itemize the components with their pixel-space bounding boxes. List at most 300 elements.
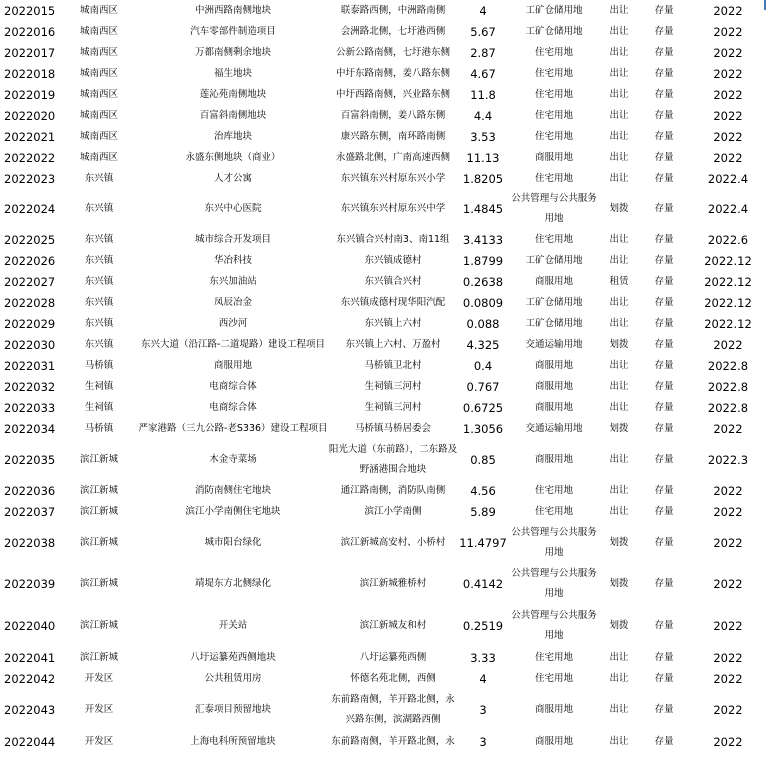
table-row [0,21,766,42]
cell-status: 存量 [654,338,674,350]
cell-land-use: 商服用地 [534,359,573,371]
cell-year: 2022.4 [707,171,749,186]
cell-name: 城市综合开发项目 [194,233,271,245]
table-row [0,522,766,563]
cell-id: 2022033 [4,400,56,415]
cell-size: 4 [479,671,487,686]
cell-area: 东兴镇 [84,338,114,350]
cell-name: 公共租赁用房 [204,672,262,684]
cell-year: 2022 [713,150,743,165]
cell-status: 存量 [654,151,674,163]
cell-status: 存量 [654,505,674,517]
cell-area: 东兴镇 [84,317,114,329]
cell-land-use: 住宅用地 [534,172,573,184]
table-row [0,147,766,168]
table-row [0,376,766,397]
cell-area: 东兴镇 [84,296,114,308]
cell-location: 东兴镇东兴村原东兴中学 [340,203,446,214]
cell-supply-mode: 出让 [609,67,629,79]
cell-name: 西沙河 [218,317,248,329]
cell-size: 5.89 [470,504,496,519]
cell-location: 通江路南侧，消防队南侧 [340,484,446,496]
cell-name: 莲沁苑南侧地块 [199,88,267,100]
cell-name: 木金寺菜场 [209,453,257,465]
cell-land-use: 住宅用地 [534,672,573,684]
cell-supply-mode: 划拨 [609,203,629,214]
cell-location [328,439,458,480]
cell-id: 2022043 [4,703,56,717]
cell-area: 城南西区 [79,67,118,79]
table-row [0,563,766,605]
cell-area: 东兴镇 [84,254,114,266]
cell-land-use: 住宅用地 [534,651,573,663]
cell-land-use [508,605,600,647]
cell-location [328,731,458,753]
cell-land-use: 商服用地 [534,453,573,465]
cell-id: 2022036 [4,483,56,498]
cell-area: 东兴镇 [84,233,114,245]
cell-id: 2022028 [4,295,56,310]
cell-land-use: 住宅用地 [534,88,573,100]
cell-status: 存量 [654,203,674,214]
cell-land-use [508,563,600,605]
cell-location: 公新公路南侧，七圩港东侧 [335,46,450,58]
cell-size: 5.67 [470,24,496,39]
cell-name: 中洲西路南侧地块 [194,4,271,16]
cell-year: 2022.12 [704,295,752,310]
cell-year: 2022.3 [707,452,749,467]
cell-size: 0.2638 [462,274,504,289]
cell-size: 4.56 [470,483,496,498]
cell-name: 东兴中心医院 [204,203,262,214]
table-row [0,668,766,689]
cell-area: 开发区 [84,704,114,715]
cell-status: 存量 [654,736,674,747]
table-row [0,397,766,418]
cell-id: 2022027 [4,274,56,289]
cell-location: 中圩西路南侧，兴业路东侧 [335,88,450,100]
cell-location: 滨江新城友和村 [359,620,427,631]
cell-name: 凤辰冶金 [213,296,252,308]
cell-area: 城南西区 [79,130,118,142]
cell-location: 生祠镇三河村 [364,401,422,413]
cell-id: 2022034 [4,421,56,436]
cell-land-use: 工矿仓储用地 [525,254,583,266]
cell-land-use: 商服用地 [534,704,573,715]
cell-area: 城南西区 [79,151,118,163]
cell-location: 滨江新城雅桥村 [359,578,427,589]
cell-size: 11.4797 [459,535,507,550]
cell-area: 城南西区 [79,46,118,58]
cell-area: 东兴镇 [84,172,114,184]
cell-status: 存量 [654,453,674,465]
cell-location: 生祠镇三河村 [364,380,422,392]
cell-location: 东兴镇上六村 [364,317,422,329]
cell-size: 3.4133 [462,232,504,247]
cell-status: 存量 [654,578,674,589]
cell-land-use-text: 公共管理与公共服务用地 [511,526,597,558]
cell-name: 城市阳台绿化 [204,536,262,548]
table-row [0,84,766,105]
cell-land-use: 住宅用地 [534,505,573,517]
cell-supply-mode: 出让 [609,254,629,266]
cell-area: 滨江新城 [79,453,118,465]
cell-name: 严家港路（三九公路-老S336）建设工程项目 [138,422,328,434]
cell-supply-mode: 出让 [609,651,629,663]
cell-supply-mode: 划拨 [609,578,629,589]
cell-size: 3 [479,735,487,749]
cell-year: 2022.12 [704,253,752,268]
cell-land-use: 住宅用地 [534,484,573,496]
cell-supply-mode: 出让 [609,172,629,184]
cell-status: 存量 [654,254,674,266]
cell-land-use: 住宅用地 [534,46,573,58]
table-row [0,605,766,647]
cell-area: 生祠镇 [84,401,114,413]
cell-location: 联泰路西侧，中洲路南侧 [340,4,446,16]
table-row [0,229,766,250]
cell-status: 存量 [654,130,674,142]
cell-land-use: 交通运输用地 [525,422,583,434]
cell-area: 东兴镇 [84,203,114,214]
cell-land-use: 住宅用地 [534,130,573,142]
cell-name: 汽车零部件制造项目 [190,25,276,37]
cell-land-use [508,522,600,563]
cell-id: 2022035 [4,452,56,467]
cell-area: 滨江新城 [79,484,118,496]
cell-size: 1.8799 [462,253,504,268]
cell-area: 城南西区 [79,25,118,37]
table-row [0,689,766,731]
cell-size: 0.85 [470,452,496,467]
cell-location-text: 东前路南侧，羊开路北侧，永兴路东侧，滨湖路西侧 [331,694,455,725]
cell-area: 滨江新城 [79,505,118,517]
cell-id: 2022029 [4,316,56,331]
cell-area: 东兴镇 [84,275,114,287]
cell-supply-mode: 出让 [609,704,629,715]
cell-year: 2022.8 [707,379,749,394]
cell-id: 2022030 [4,337,56,352]
cell-location: 八圩运纂苑西侧 [359,651,427,663]
table-row [0,189,766,229]
cell-size: 4 [479,3,487,18]
cell-size: 11.13 [466,150,500,165]
cell-name: 百富斜南侧地块 [199,109,267,121]
cell-status: 存量 [654,233,674,245]
cell-location: 东兴镇成德村现华阳汽配 [340,296,446,308]
cell-size: 3.33 [470,650,496,665]
table-row [0,168,766,189]
cell-supply-mode: 出让 [609,233,629,245]
cell-size: 0.2519 [462,619,504,633]
cell-year: 2022 [713,619,743,633]
table-row [0,355,766,376]
cell-id: 2022019 [4,87,56,102]
cell-supply-mode: 出让 [609,484,629,496]
cell-id: 2022031 [4,358,56,373]
cell-status: 存量 [654,317,674,329]
cell-land-use: 工矿仓储用地 [525,25,583,37]
table-row [0,292,766,313]
table-row [0,439,766,480]
cell-id: 2022038 [4,535,56,550]
cell-status: 存量 [654,46,674,58]
cell-size: 11.8 [470,87,496,102]
cell-id: 2022026 [4,253,56,268]
cell-land-use: 工矿仓储用地 [525,317,583,329]
cell-name: 电商综合体 [209,401,257,413]
cell-size: 4.4 [473,108,493,123]
cell-year: 2022.12 [704,274,752,289]
cell-supply-mode: 出让 [609,296,629,308]
cell-location [328,689,458,731]
cell-id: 2022025 [4,232,56,247]
cell-location-text: 东前路南侧，羊开路北侧，永 [331,736,455,747]
cell-area: 生祠镇 [84,380,114,392]
cell-size: 1.4845 [462,202,504,216]
cell-year: 2022 [713,421,743,436]
cell-id: 2022044 [4,735,56,749]
cell-id: 2022020 [4,108,56,123]
cell-year: 2022 [713,703,743,717]
cell-name: 福生地块 [213,67,252,79]
cell-size: 4.325 [466,337,500,352]
cell-year: 2022 [713,45,743,60]
cell-supply-mode: 出让 [609,359,629,371]
table-row [0,334,766,355]
cell-year: 2022 [713,671,743,686]
cell-land-use-text: 公共管理与公共服务用地 [511,610,597,641]
cell-land-use [508,189,600,229]
cell-name: 八圩运纂苑西侧地块 [190,651,276,663]
cell-year: 2022 [713,504,743,519]
cell-status: 存量 [654,172,674,184]
table-row [0,0,766,21]
cell-status: 存量 [654,4,674,16]
cell-land-use: 商服用地 [534,401,573,413]
cell-year: 2022.6 [707,232,749,247]
cell-status: 存量 [654,359,674,371]
cell-year: 2022 [713,87,743,102]
cell-supply-mode: 出让 [609,4,629,16]
cell-name: 汇泰项目预留地块 [194,704,271,715]
cell-id: 2022040 [4,619,56,633]
cell-id: 2022022 [4,150,56,165]
cell-size: 4.67 [470,66,496,81]
cell-area: 城南西区 [79,109,118,121]
cell-status: 存量 [654,88,674,100]
cell-area: 城南西区 [79,88,118,100]
cell-year: 2022 [713,483,743,498]
cell-year: 2022 [713,129,743,144]
cell-location: 东兴镇成德村 [364,254,422,266]
cell-name: 东兴加油站 [209,275,257,287]
cell-name: 滨江小学南侧住宅地块 [185,505,281,517]
cell-supply-mode: 划拨 [609,422,629,434]
cell-area: 马桥镇 [84,359,114,371]
cell-year: 2022 [713,337,743,352]
cell-size: 0.767 [466,379,500,394]
cell-supply-mode: 租赁 [609,275,629,287]
cell-size: 1.8205 [462,171,504,186]
cell-status: 存量 [654,651,674,663]
cell-location: 马桥镇马桥居委会 [354,422,431,434]
cell-name: 开关站 [218,620,248,631]
cell-supply-mode: 出让 [609,88,629,100]
cell-area: 滨江新城 [79,651,118,663]
cell-status: 存量 [654,401,674,413]
cell-land-use: 商服用地 [534,380,573,392]
cell-name: 上海电科所预留地块 [190,736,276,747]
cell-location: 百富斜南侧，姜八路东侧 [340,109,446,121]
cell-supply-mode: 出让 [609,109,629,121]
cell-size: 3 [479,703,487,717]
cell-name: 治库地块 [213,130,252,142]
cell-land-use: 商服用地 [534,275,573,287]
cell-year: 2022 [713,24,743,39]
cell-name: 商服用地 [213,359,252,371]
cell-year: 2022 [713,577,743,591]
cell-area: 滨江新城 [79,578,118,589]
cell-status: 存量 [654,25,674,37]
cell-supply-mode: 出让 [609,25,629,37]
cell-area: 滨江新城 [79,620,118,631]
table-row [0,126,766,147]
cell-location: 滨江小学南侧 [364,505,422,517]
cell-name: 消防南侧住宅地块 [194,484,271,496]
cell-supply-mode: 出让 [609,736,629,747]
cell-id: 2022032 [4,379,56,394]
table-row [0,647,766,668]
cell-status: 存量 [654,672,674,684]
cell-id: 2022024 [4,202,56,216]
cell-name: 东兴大道（沿江路-二道堤路）建设工程项目 [141,338,325,350]
cell-size: 2.87 [470,45,496,60]
cell-location: 东兴镇东兴村原东兴小学 [340,172,446,184]
cell-land-use-text: 公共管理与公共服务用地 [511,568,597,599]
cell-size: 1.3056 [462,421,504,436]
cell-id: 2022017 [4,45,56,60]
cell-size: 0.6725 [462,400,504,415]
cell-supply-mode: 出让 [609,151,629,163]
cell-year: 2022.8 [707,358,749,373]
cell-year: 2022.12 [704,316,752,331]
cell-size: 0.4142 [462,577,504,591]
cell-status: 存量 [654,67,674,79]
cell-id: 2022042 [4,671,56,686]
cell-id: 2022041 [4,650,56,665]
cell-location: 滨江新城高安村、小桥村 [340,536,446,548]
cell-id: 2022039 [4,577,56,591]
cell-land-use: 工矿仓储用地 [525,296,583,308]
cell-id: 2022037 [4,504,56,519]
cell-size: 0.0809 [462,295,504,310]
table-row [0,42,766,63]
cell-supply-mode: 出让 [609,453,629,465]
cell-status: 存量 [654,109,674,121]
cell-supply-mode: 出让 [609,317,629,329]
table-row [0,313,766,334]
cell-id: 2022018 [4,66,56,81]
table-row [0,501,766,522]
cell-supply-mode: 划拨 [609,338,629,350]
cell-status: 存量 [654,536,674,548]
cell-status: 存量 [654,704,674,715]
cell-name: 靖堤东方北侧绿化 [194,578,271,589]
cell-supply-mode: 划拨 [609,620,629,631]
cell-land-use-text: 公共管理与公共服务用地 [511,193,597,224]
cell-supply-mode: 出让 [609,505,629,517]
cell-land-use: 商服用地 [534,736,573,747]
cell-status: 存量 [654,380,674,392]
cell-area: 开发区 [84,736,114,747]
cell-id: 2022021 [4,129,56,144]
cell-area: 滨江新城 [79,536,118,548]
cell-area: 开发区 [84,672,114,684]
cell-supply-mode: 出让 [609,130,629,142]
table-row [0,105,766,126]
table-row [0,418,766,439]
cell-year: 2022 [713,535,743,550]
cell-supply-mode: 出让 [609,401,629,413]
cell-location: 会洲路北侧，七圩港西侧 [340,25,446,37]
cell-location: 东兴镇合兴村南3、南11组 [336,233,450,245]
cell-id: 2022016 [4,24,56,39]
cell-location: 东兴镇合兴村 [364,275,422,287]
cell-supply-mode: 出让 [609,46,629,58]
cell-year: 2022.8 [707,400,749,415]
cell-year: 2022 [713,108,743,123]
cell-name: 华冶科技 [213,254,252,266]
cell-location: 永盛路北侧，广南高速西侧 [335,151,450,163]
cell-id: 2022023 [4,171,56,186]
cell-name: 永盛东侧地块（商业） [185,151,281,163]
cell-supply-mode: 出让 [609,380,629,392]
cell-location: 中圩东路南侧，姜八路东侧 [335,67,450,79]
cell-status: 存量 [654,275,674,287]
table-row [0,250,766,271]
cell-supply-mode: 划拨 [609,536,629,548]
cell-land-use: 住宅用地 [534,109,573,121]
cell-name: 电商综合体 [209,380,257,392]
cell-year: 2022 [713,650,743,665]
cell-year: 2022 [713,66,743,81]
cell-year: 2022 [713,3,743,18]
cell-size: 0.088 [466,316,500,331]
cell-location: 康兴路东侧，南环路南侧 [340,130,446,142]
cell-area: 城南西区 [79,4,118,16]
cell-location: 马桥镇卫北村 [364,359,422,371]
cell-year: 2022.4 [707,202,749,216]
table-row [0,731,766,753]
cell-status: 存量 [654,484,674,496]
cell-land-use: 住宅用地 [534,67,573,79]
cell-name: 万都南侧剩余地块 [194,46,271,58]
cell-land-use: 商服用地 [534,151,573,163]
cell-size: 3.53 [470,129,496,144]
cell-location-text: 阳光大道（东前路），二东路及野涵港围合地块 [328,443,458,475]
table-row [0,63,766,84]
cell-status: 存量 [654,620,674,631]
cell-area: 马桥镇 [84,422,114,434]
cell-land-use: 工矿仓储用地 [525,4,583,16]
cell-status: 存量 [654,296,674,308]
cell-size: 0.4 [473,358,493,373]
cell-land-use: 住宅用地 [534,233,573,245]
cell-status: 存量 [654,422,674,434]
cell-name: 人才公寓 [213,172,252,184]
table-row [0,480,766,501]
